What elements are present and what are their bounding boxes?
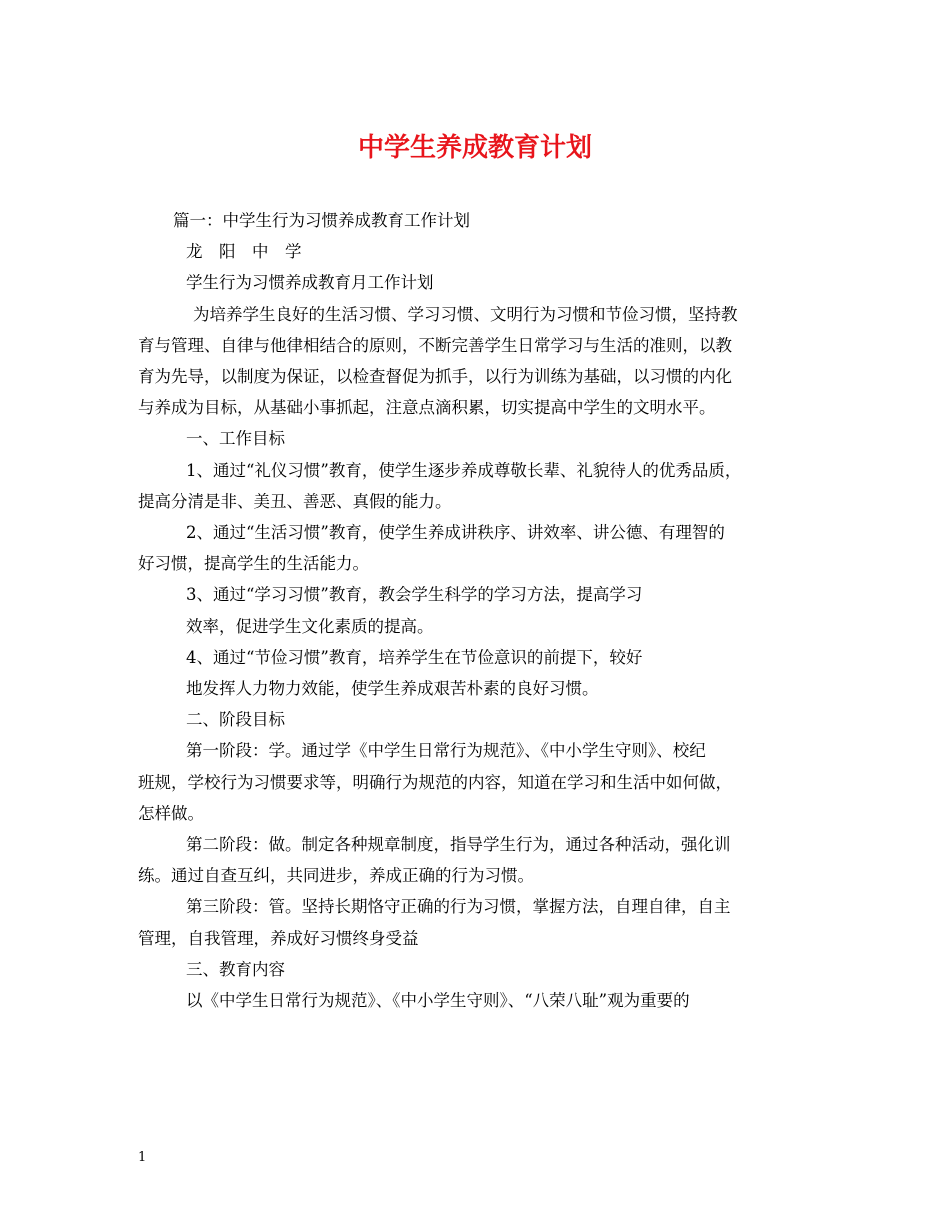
text-line: 练。通过自查互纠，共同进步，养成正确的行为习惯。	[138, 866, 534, 886]
text-line: 篇一：中学生行为习惯养成教育工作计划	[173, 211, 470, 230]
text-line: 三、教育内容	[186, 959, 285, 979]
text-line: 为培养学生良好的生活习惯、学习习惯、文明行为习惯和节俭习惯，坚持教	[193, 304, 738, 324]
text-line: 二、阶段目标	[186, 710, 285, 730]
text-line: 1、通过“礼仪习惯”教育，使学生逐步养成尊敬长辈、礼貌待人的优秀品质，	[186, 460, 742, 480]
text-line: 地发挥人力物力效能，使学生养成艰苦朴素的良好习惯。	[186, 679, 599, 699]
text-line: 龙 阳 中 学	[186, 242, 302, 262]
text-line: 育与管理、自律与他律相结合的原则，不断完善学生日常学习与生活的准则，以教	[138, 335, 732, 355]
text-line: 提高分清是非、美丑、善恶、真假的能力。	[138, 491, 452, 511]
document-title: 中学生养成教育计划	[357, 133, 592, 163]
text-line: 好习惯，提高学生的生活能力。	[138, 554, 369, 574]
text-line: 以《中学生日常行为规范》、《中小学生守则》、“八荣八耻”观为重要的	[186, 991, 690, 1011]
text-line: 第二阶段：做。制定各种规章制度，指导学生行为，通过各种活动，强化训	[186, 835, 731, 855]
text-line: 管理，自我管理，养成好习惯终身受益	[138, 928, 419, 948]
document-body	[138, 205, 818, 1016]
text-line: 3、通过“学习习惯”教育，教会学生科学的学习方法，提高学习	[186, 585, 643, 605]
text-line: 育为先导，以制度为保证，以检查督促为抓手，以行为训练为基础，以习惯的内化	[138, 367, 732, 387]
page-number: 1	[138, 1150, 147, 1165]
text-line: 效率，促进学生文化素质的提高。	[186, 616, 434, 636]
text-line: 第三阶段：管。坚持长期恪守正确的行为习惯，掌握方法，自理自律，自主	[186, 897, 731, 917]
text-line: 一、工作目标	[186, 429, 285, 449]
text-line: 与养成为目标，从基础小事抓起，注意点滴积累，切实提高中学生的文明水平。	[138, 398, 716, 418]
text-line: 怎样做。	[138, 803, 204, 823]
text-line: 2、通过“生活习惯”教育，使学生养成讲秩序、讲效率、讲公德、有理智的	[186, 523, 725, 543]
text-line: 班规，学校行为习惯要求等，明确行为规范的内容，知道在学习和生活中如何做，	[138, 772, 732, 792]
text-line: 第一阶段：学。通过学《中学生日常行为规范》、《中小学生守则》、校纪	[186, 741, 706, 761]
text-line: 4、通过“节俭习惯”教育，培养学生在节俭意识的前提下，较好	[186, 647, 643, 667]
text-line: 学生行为习惯养成教育月工作计划	[186, 273, 434, 293]
